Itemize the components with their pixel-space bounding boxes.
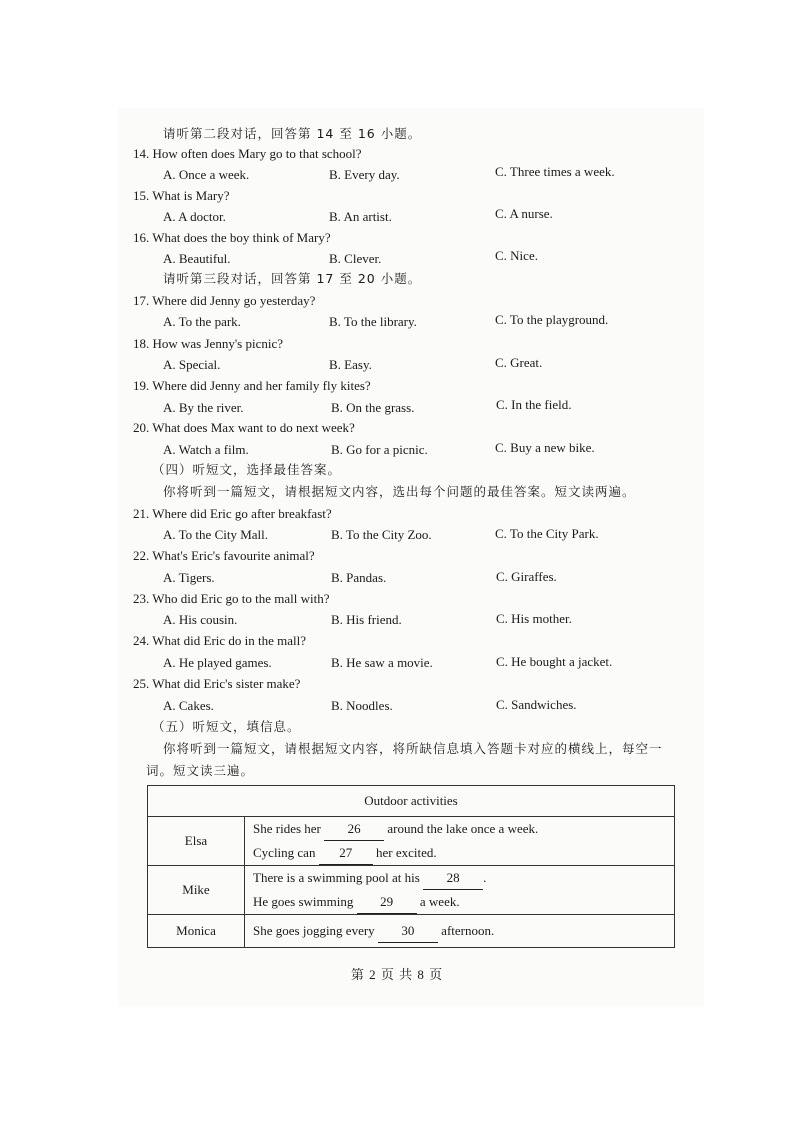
mike-line-1: [253, 866, 674, 890]
q16-option-a: A. Beautiful.: [163, 251, 231, 266]
question-16: 16. What does the boy think of Mary?: [133, 230, 331, 245]
q22-option-b: B. Pandas.: [331, 570, 387, 585]
q14-option-c: C. Three times a week.: [495, 164, 615, 179]
q25-option-c: C. Sandwiches.: [496, 697, 577, 712]
part5-heading: （五）听短文，填信息。: [152, 719, 301, 734]
blank-28[interactable]: 28: [423, 866, 483, 890]
question-17: 17. Where did Jenny go yesterday?: [133, 293, 316, 308]
mike-line2-text: He goes swimming: [253, 894, 354, 909]
row-name-mike: Mike: [148, 866, 245, 915]
section2-instruction: 请听第二段对话，回答第 14 至 16 小题。: [163, 126, 422, 141]
question-24: 24. What did Eric do in the mall?: [133, 633, 307, 648]
blank-30[interactable]: 30: [378, 919, 438, 943]
page-footer: 第 2 页 共 8 页: [350, 967, 444, 982]
q21-option-b: B. To the City Zoo.: [331, 527, 432, 542]
elsa-line-1: [253, 817, 674, 841]
row-content-mike: [245, 866, 675, 915]
q24-option-b: B. He saw a movie.: [331, 655, 433, 670]
question-23: 23. Who did Eric go to the mall with?: [133, 591, 330, 606]
blank-29[interactable]: 29: [357, 890, 417, 914]
q17-option-c: C. To the playground.: [495, 312, 609, 327]
q20-option-a: A. Watch a film.: [163, 442, 249, 457]
monica-line1-text: She goes jogging every: [253, 923, 375, 938]
elsa-line1-text: She rides her: [253, 821, 321, 836]
q24-option-a: A. He played games.: [163, 655, 272, 670]
q20-option-b: B. Go for a picnic.: [331, 442, 428, 457]
q22-option-c: C. Giraffes.: [496, 569, 557, 584]
q23-option-b: B. His friend.: [331, 612, 402, 627]
question-18: 18. How was Jenny's picnic?: [133, 336, 284, 351]
q24-option-c: C. He bought a jacket.: [496, 654, 613, 669]
question-14: 14. How often does Mary go to that school?: [133, 146, 362, 161]
mike-line1-text: There is a swimming pool at his: [253, 870, 420, 885]
elsa-line2-end: her excited.: [375, 845, 437, 860]
q17-option-b: B. To the library.: [329, 314, 417, 329]
table-title: Outdoor activities: [148, 786, 675, 817]
q18-option-b: B. Easy.: [329, 357, 372, 372]
part4-heading: （四）听短文，选择最佳答案。: [152, 462, 342, 477]
question-19: 19. Where did Jenny and her family fly kites?: [133, 378, 371, 393]
q18-option-c: C. Great.: [495, 355, 543, 370]
question-15: 15. What is Mary?: [133, 188, 230, 203]
q17-option-a: A. To the park.: [163, 314, 241, 329]
monica-line1-end: afternoon.: [441, 923, 495, 938]
q14-option-b: B. Every day.: [329, 167, 400, 182]
row-content-monica: [245, 915, 675, 948]
question-22: 22. What's Eric's favourite animal?: [133, 548, 315, 563]
q23-option-a: A. His cousin.: [163, 612, 238, 627]
q15-option-b: B. An artist.: [329, 209, 392, 224]
q20-option-c: C. Buy a new bike.: [495, 440, 595, 455]
question-20: 20. What does Max want to do next week?: [133, 420, 355, 435]
mike-line-2: [253, 890, 674, 914]
q25-option-b: B. Noodles.: [331, 698, 393, 713]
q18-option-a: A. Special.: [163, 357, 221, 372]
section3-instruction: 请听第三段对话，回答第 17 至 20 小题。: [163, 271, 422, 286]
q15-option-c: C. A nurse.: [495, 206, 553, 221]
blank-26[interactable]: 26: [324, 817, 384, 841]
elsa-line2-text: Cycling can: [253, 845, 316, 860]
q19-option-c: C. In the field.: [496, 397, 572, 412]
q21-option-c: C. To the City Park.: [495, 526, 599, 541]
q16-option-b: B. Clever.: [329, 251, 382, 266]
q15-option-a: A. A doctor.: [163, 209, 226, 224]
elsa-line-2: [253, 841, 674, 865]
q19-option-a: A. By the river.: [163, 400, 244, 415]
question-21: 21. Where did Eric go after breakfast?: [133, 506, 332, 521]
part5-instruction-line2: 词。短文读三遍。: [146, 763, 255, 778]
q21-option-a: A. To the City Mall.: [163, 527, 269, 542]
part5-instruction-line1: 你将听到一篇短文，请根据短文内容，将所缺信息填入答题卡对应的横线上，每空一: [163, 741, 663, 756]
question-25: 25. What did Eric's sister make?: [133, 676, 301, 691]
q14-option-a: A. Once a week.: [163, 167, 250, 182]
row-name-elsa: Elsa: [148, 817, 245, 866]
q23-option-c: C. His mother.: [496, 611, 572, 626]
row-name-monica: Monica: [148, 915, 245, 948]
q25-option-a: A. Cakes.: [163, 698, 214, 713]
monica-line-1: [253, 919, 674, 943]
q16-option-c: C. Nice.: [495, 248, 538, 263]
part4-instruction: 你将听到一篇短文，请根据短文内容，选出每个问题的最佳答案。短文读两遍。: [163, 484, 636, 499]
mike-line1-end: .: [483, 870, 487, 885]
blank-27[interactable]: 27: [319, 841, 373, 865]
outdoor-activities-table: [147, 785, 675, 948]
row-content-elsa: [245, 817, 675, 866]
elsa-line1-end: around the lake once a week.: [387, 821, 539, 836]
q22-option-a: A. Tigers.: [163, 570, 215, 585]
mike-line2-end: a week.: [419, 894, 460, 909]
q19-option-b: B. On the grass.: [331, 400, 415, 415]
